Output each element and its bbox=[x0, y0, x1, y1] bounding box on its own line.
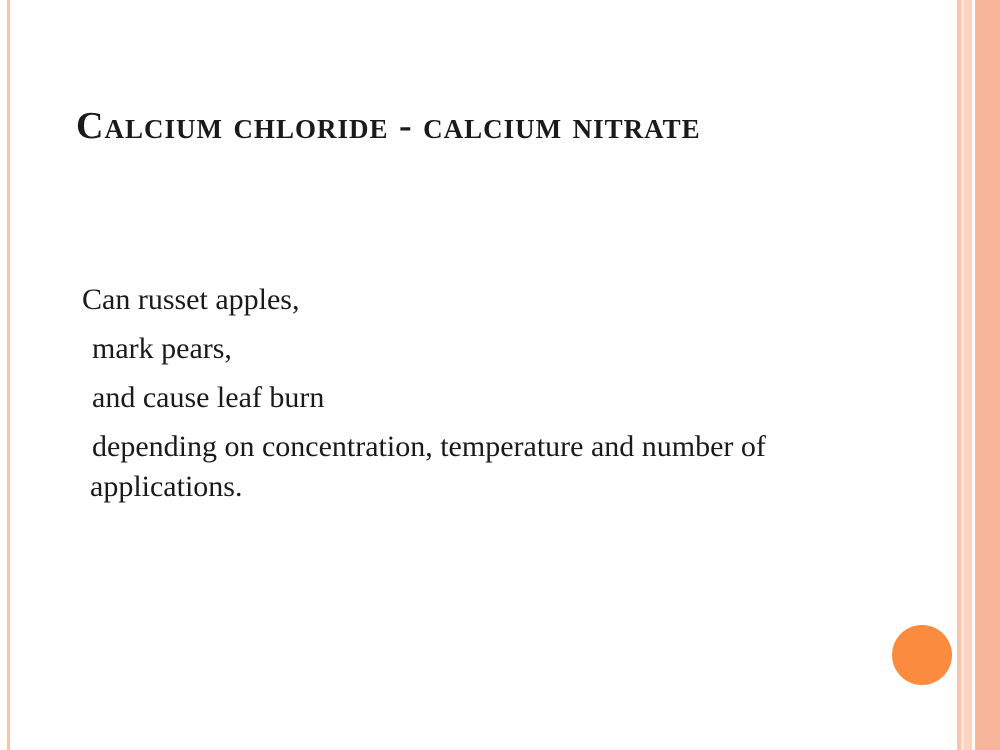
body-line-1: Can russet apples, bbox=[82, 283, 300, 316]
decorative-circle bbox=[892, 625, 952, 685]
body-line-2: mark pears, bbox=[92, 332, 232, 365]
right-decorative-stripe-3 bbox=[964, 0, 972, 750]
right-decorative-stripe-5 bbox=[975, 0, 1000, 750]
slide-body bbox=[80, 280, 880, 507]
body-line-4 bbox=[80, 427, 872, 507]
body-line-4-text: depending on concentration, temperature and number of bbox=[92, 430, 766, 463]
left-decorative-stripe bbox=[7, 0, 10, 750]
body-line-3: and cause leaf burn bbox=[92, 381, 325, 414]
slide-title: Calcium chloride - calcium nitrate bbox=[76, 105, 701, 147]
body-line-4-continuation: applications. bbox=[90, 470, 243, 503]
